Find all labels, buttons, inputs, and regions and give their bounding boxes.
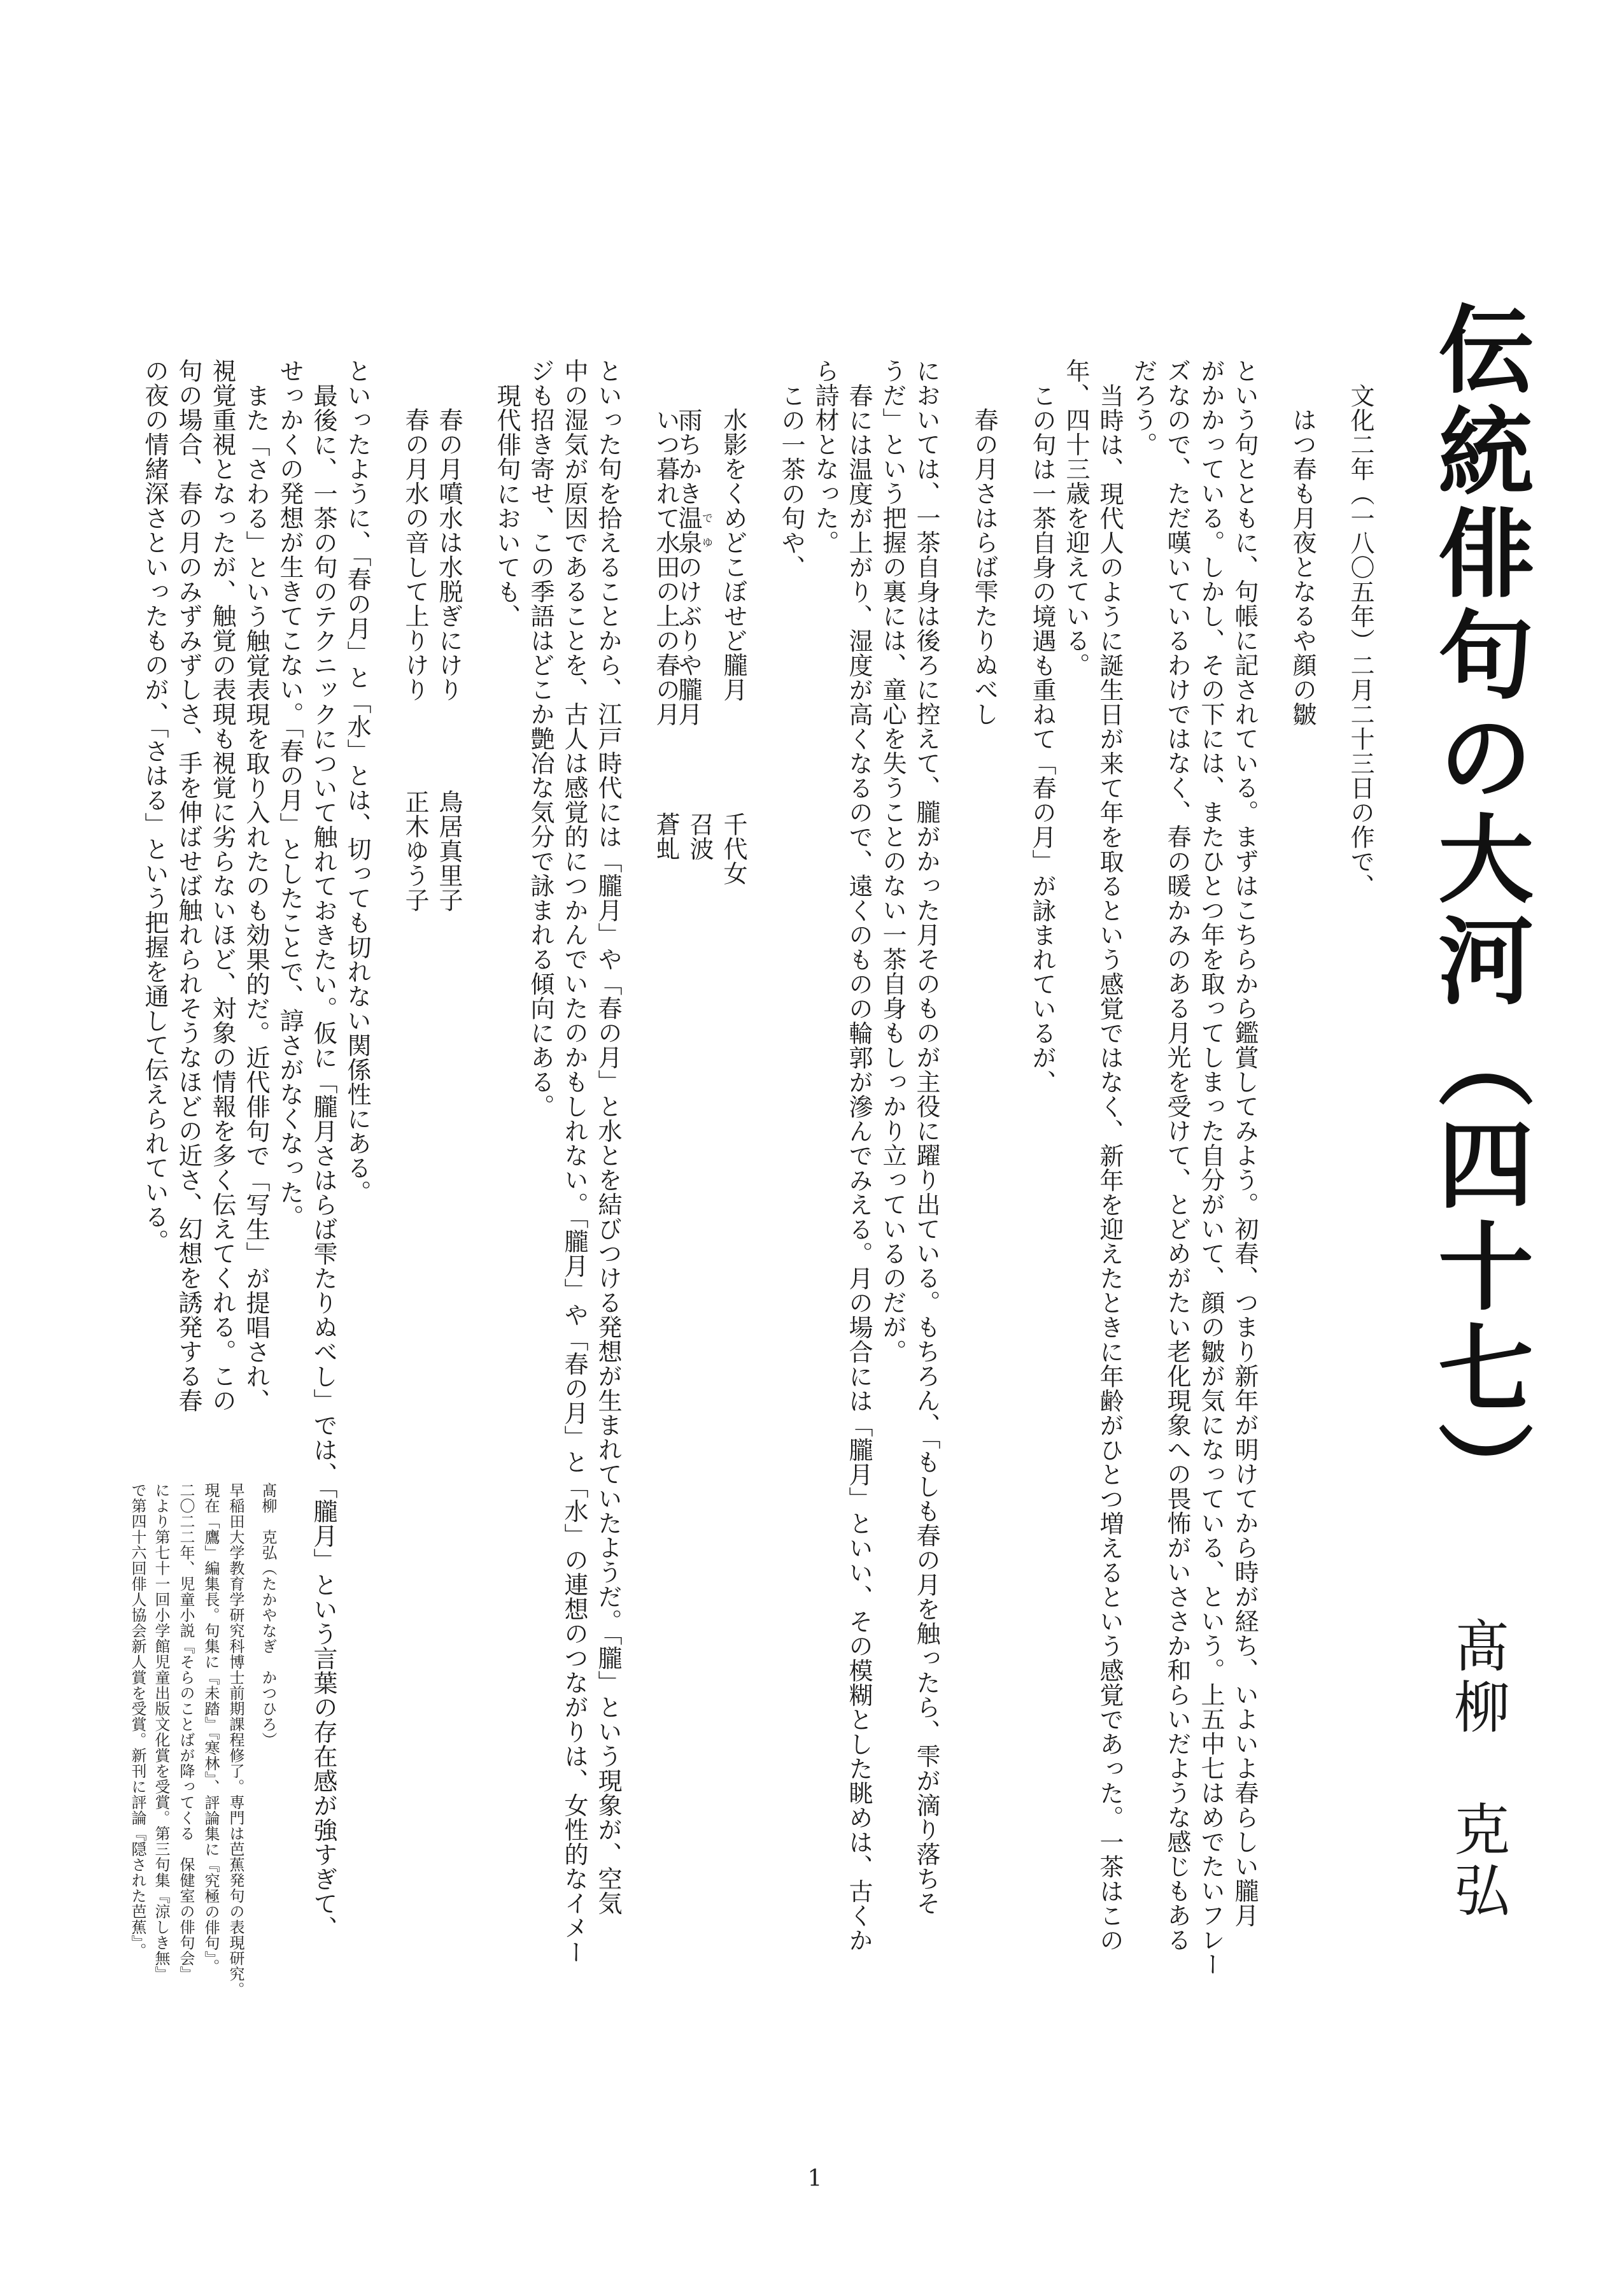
body-column: 年、四十三歳を迎えている。 (1062, 359, 1090, 678)
haiku-quote: 春の月さはらば雫たりぬべし (970, 408, 998, 727)
body-column: 当時は、現代人のように誕生日が来て年を取るという感覚ではなく、新年を迎えたときに年齢がひとつ増えるという感覚であった。一茶はこの (1096, 383, 1124, 1952)
body-column: という句とともに、句帳に記されている。まずはこちらから鑑賞してみよう。初春、つまり新年が明けてから時が経ち、いよいよ春らしい朧月 (1231, 359, 1259, 1928)
body-column: においては、一茶自身は後ろに控えて、朧がかった月そのものが主役に躍り出ている。もちろん、「もしも春の月を触ったら、雫が滴り落ちそ (912, 359, 940, 1915)
body-column: この一茶の句や、 (777, 383, 805, 579)
haiku-author: 千代女 (719, 812, 747, 886)
body-column: といったように、「春の月」と「水」とは、切っても切れない関係性にある。 (343, 359, 371, 1205)
haiku-quote (674, 408, 712, 727)
body-column: ズなので、ただ嘆いているわけではなく、春の暖かみのある月光を受けて、とどめがたい老化現象への畏怖がいささか和らいだような感じもある (1163, 359, 1191, 1952)
haiku-text-part: 雨ちかき (674, 408, 702, 506)
author-bio-line: 現在「鷹」編集長。句集に『未踏』『寒林』、評論集に『究極の俳句』。 (202, 1482, 220, 1975)
body-column: この句は一茶自身の境遇も重ねて「春の月」が詠まれているが、 (1028, 383, 1056, 1095)
body-column: の夜の情緒深さといったものが、「さはる」という把握を通して伝えられている。 (141, 359, 169, 1254)
body-column: ら詩材となった。 (811, 359, 839, 555)
body-column: ジも招き寄せ、この季語はどこか艶冶な気分で詠まれる傾向にある。 (526, 359, 554, 1119)
haiku-author: 鳥居真里子 (435, 790, 463, 912)
author-bio-line: 二〇二二年、児童小説『そらのことばが降ってくる 保健室の俳句会』 (177, 1482, 195, 1982)
body-column: 最後に、一茶の句のテクニックについて触れておきたい。仮に「朧月さはらば雫たりぬべし」では、「朧月」という言葉の存在感が強すぎて、 (309, 383, 337, 1940)
author-byline: 髙柳 克弘 (1445, 1617, 1511, 1922)
haiku-author: 召波 (686, 812, 714, 861)
body-column: うだ」という把握の裏には、童心を失うことのない一茶自身もしっかり立っているのだが。 (879, 359, 907, 1364)
haiku-author: 正木ゆう子 (401, 790, 429, 912)
haiku-text-part: のけぶりや朧月 (674, 555, 702, 727)
page-number: 1 (807, 2166, 823, 2192)
haiku-quote: 水影をくめどこぼせど朧月 (719, 408, 747, 702)
body-column: 文化二年（一八〇五年）二月二十三日の作で、 (1346, 383, 1374, 898)
body-column: 中の湿気が原因であることを、古人は感覚的につかんでいたのかもしれない。「朧月」や「春の月」と「水」の連想のつながりは、女性的なイメー (560, 359, 588, 1964)
author-bio-name: 髙柳 克弘（たかやなぎ かつひろ） (259, 1482, 277, 1748)
author-bio-line: により第七十一回小学館児童出版文化賞を受賞。第三句集『涼しき無』 (152, 1482, 170, 1982)
haiku-quote: 春の月水の音して上りけり (401, 408, 429, 702)
ruby-base: 温泉 (674, 506, 702, 555)
haiku-author: 蒼虬 (652, 812, 680, 861)
body-column: がかかっている。しかし、その下には、またひとつ年を取ってしまった自分がいて、顔の皺が気になっている、という。上五中七はめでたいフレー (1197, 359, 1225, 1977)
body-column: 現代俳句においても、 (493, 383, 521, 628)
haiku-quote: はつ春も月夜となるや顔の皺 (1289, 408, 1317, 727)
body-column: といった句を拾えることから、江戸時代には「朧月」や「春の月」と水とを結びつける発想が生まれていたようだ。「朧」という現象が、空気 (594, 359, 622, 1915)
ruby-reading: でゆ (700, 506, 712, 555)
article-title: 伝統俳句の大河（四十七） (1422, 300, 1534, 1523)
body-column: また「さわる」という触覚表現を取り入れたのも効果的だ。近代俳句で「写生」が提唱され、 (242, 383, 270, 1413)
body-column: 視覚重視となったが、触覚の表現も視覚に劣らないほど、対象の情報を多く伝えてくれる。この (208, 359, 236, 1413)
haiku-quote: 春の月噴水は水脱ぎにけり (435, 408, 463, 702)
body-column: せっかくの発想が生きてこない。「春の月」としたことで、諄さがなくなった。 (276, 359, 304, 1229)
haiku-quote: いつ暮れて水田の上の春の月 (652, 408, 680, 727)
body-column: だろう。 (1129, 359, 1157, 457)
author-bio-line: 早稲田大学教育学研究科博士前期課程修了。専門は芭蕉発句の表現研究。 (227, 1482, 244, 1998)
body-column: 春には温度が上がり、湿度が高くなるので、遠くのものの輪郭が滲んでみえる。月の場合には「朧月」といい、その模糊とした眺めは、古くか (845, 383, 873, 1952)
author-bio-line: で第四十六回俳人協会新人賞を受賞。新刊に評論『隠された芭蕉』。 (129, 1482, 146, 1959)
body-column: 句の場合、春の月のみずみずしさ、手を伸ばせば触れられそうなほどの近さ、幻想を誘発する春 (174, 359, 202, 1413)
